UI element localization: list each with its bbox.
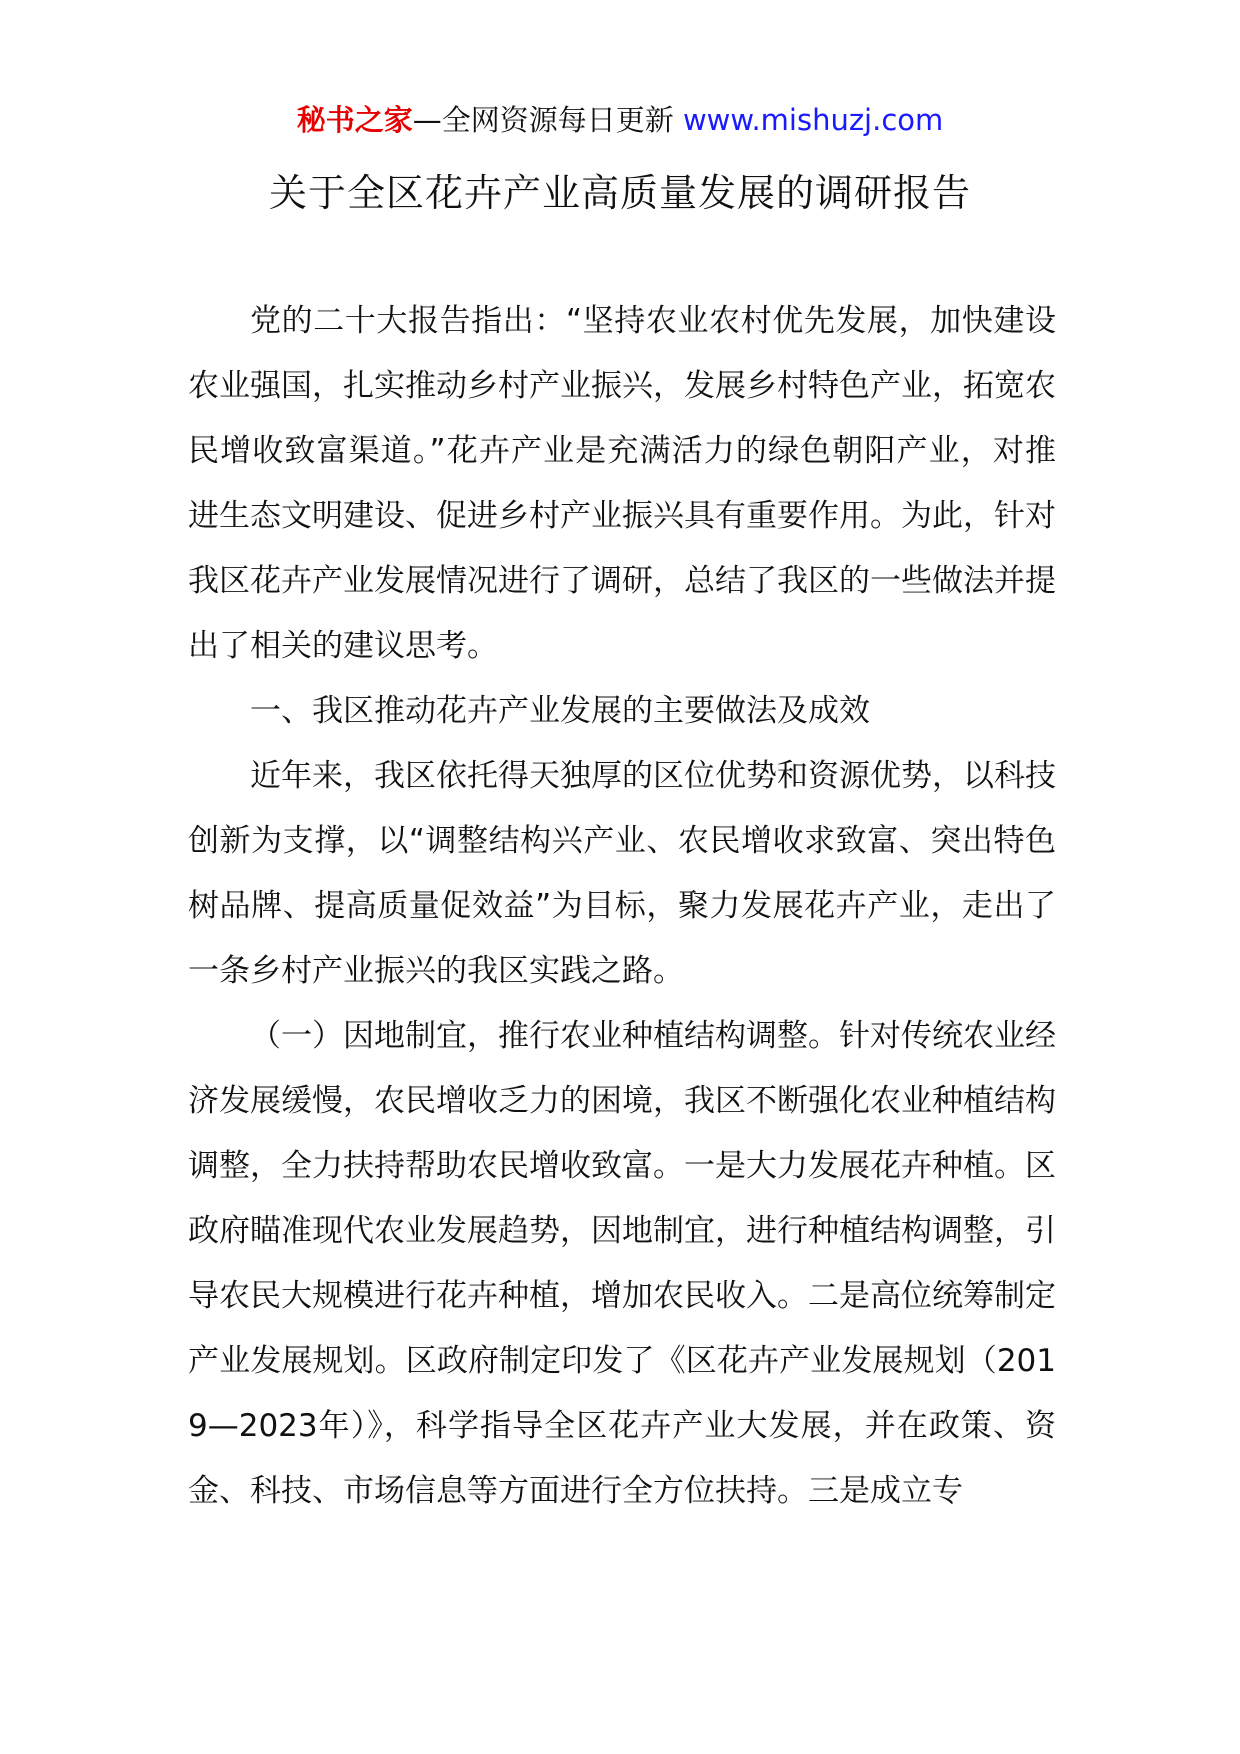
- site-header: [0, 100, 1240, 140]
- paragraph-intro: 党的二十大报告指出：“坚持农业农村优先发展，加快建设农业强国，扎实推动乡村产业振兴，发展乡村特色产业，拓宽农民增收致富渠道。”花卉产业是充满活力的绿色朝阳产业，对推进生态文明建设、促进乡村产业振兴具有重要作用。为此，针对我区花卉产业发展情况进行了调研，总结了我区的一些做法并提出了相关的建议思考。: [188, 303, 1056, 664]
- site-url-link[interactable]: www.mishuzj.com: [682, 103, 944, 137]
- paragraph-section-1-intro: 近年来，我区依托得天独厚的区位优势和资源优势，以科技创新为支撑，以“调整结构兴产业、农民增收求致富、突出特色树品牌、提高质量促效益”为目标，聚力发展花卉产业，走出了一条乡村产业振兴的我区实践之路。: [188, 758, 1056, 989]
- header-tagline: —全网资源每日更新: [412, 103, 674, 137]
- paragraph-subsection-1: （一）因地制宜，推行农业种植结构调整。针对传统农业经济发展缓慢，农民增收乏力的困境，我区不断强化农业种植结构调整，全力扶持帮助农民增收致富。一是大力发展花卉种植。区政府瞄准现代农业发展趋势，因地制宜，进行种植结构调整，引导农民大规模进行花卉种植，增加农民收入。二是高位统筹制定产业发展规划。区政府制定印发了《区花卉产业发展规划（2019—2023年）》，科学指导全区花卉产业大发展，并在政策、资金、科技、市场信息等方面进行全方位扶持。三是成立专: [188, 1018, 1056, 1509]
- section-heading-1: 一、我区推动花卉产业发展的主要做法及成效: [250, 693, 870, 729]
- document-title: 关于全区花卉产业高质量发展的调研报告: [268, 171, 971, 215]
- document-body: [188, 289, 1056, 1524]
- brand-name: 秘书之家: [296, 103, 413, 137]
